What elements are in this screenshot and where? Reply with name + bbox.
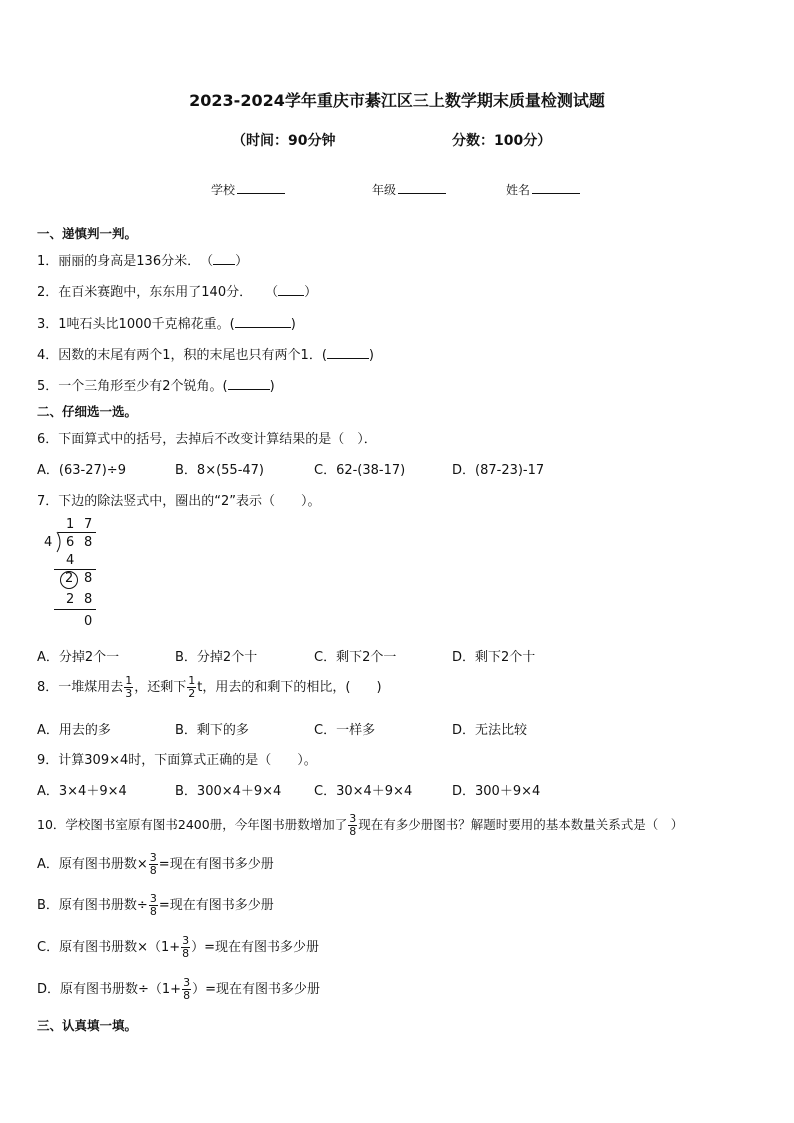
answer-blank-5[interactable] xyxy=(228,377,270,390)
q8-option-d[interactable]: D．无法比较 xyxy=(452,723,528,738)
q7-option-b[interactable]: B．分掉2个十 xyxy=(175,650,258,665)
q8-fraction-2-den: 2 xyxy=(188,687,196,700)
question-2-close: ） xyxy=(304,285,318,300)
school-label: 学校 xyxy=(211,183,236,197)
remainder: 0 xyxy=(84,614,93,629)
q8-fraction-2-num: 1 xyxy=(188,674,196,687)
question-1-close: ） xyxy=(235,254,249,269)
question-4 xyxy=(37,344,374,363)
question-9-stem: 9．计算309×4时，下面算式正确的是（ ）。 xyxy=(37,753,317,768)
q10-c-pre: C．原有图书册数×（1+ xyxy=(37,940,181,955)
q8-option-c[interactable]: C．一样多 xyxy=(314,723,376,738)
q10-b-post: =现在有图书多少册 xyxy=(158,898,274,913)
divisor: 4 xyxy=(44,535,53,550)
subtract-step-2-ones: 8 xyxy=(84,592,93,607)
q8-option-b[interactable]: B．剩下的多 xyxy=(175,723,249,738)
q6-option-c[interactable]: C．62-(38-17) xyxy=(314,463,406,478)
q8-text-pre: 8．一堆煤用去 xyxy=(37,680,124,695)
q7-option-c[interactable]: C．剩下2个一 xyxy=(314,650,397,665)
section-heading-2: 二、仔细选一选。 xyxy=(37,404,138,419)
name-blank[interactable] xyxy=(532,181,580,194)
q10-a-num: 3 xyxy=(149,851,157,864)
question-4-close: ) xyxy=(368,348,374,363)
q10-c-post: ）=现在有图书多少册 xyxy=(191,940,320,955)
q10-a-post: =现在有图书多少册 xyxy=(158,857,274,872)
q10-option-d[interactable] xyxy=(37,977,320,1002)
q10-fraction-num: 3 xyxy=(349,812,357,825)
q10-c-num: 3 xyxy=(182,934,190,947)
q10-b-pre: B．原有图书册数÷ xyxy=(37,898,148,913)
subtract-step-2-tens: 2 xyxy=(66,592,75,607)
circled-digit: 2 xyxy=(65,571,74,586)
q6-option-a[interactable]: A．(63-27)÷9 xyxy=(37,463,126,478)
q10-a-den: 8 xyxy=(149,864,157,877)
question-4-text: 4．因数的末尾有两个1，积的末尾也只有两个1．( xyxy=(37,348,327,363)
q10-a-pre: A．原有图书册数× xyxy=(37,857,148,872)
q10-a-fraction xyxy=(149,852,158,877)
section-heading-3: 三、认真填一填。 xyxy=(37,1018,138,1033)
question-7-stem: 7．下边的除法竖式中，圈出的“2”表示（ ）。 xyxy=(37,494,321,509)
quotient-digit-ones: 7 xyxy=(84,517,93,532)
q6-option-d[interactable]: D．(87-23)-17 xyxy=(452,463,545,478)
answer-blank-2[interactable] xyxy=(278,283,304,296)
q10-d-pre: D．原有图书册数÷（1+ xyxy=(37,982,182,997)
dividend-digit-ones: 8 xyxy=(84,535,93,550)
school-blank[interactable] xyxy=(237,181,285,194)
question-5-close: ) xyxy=(269,379,275,394)
q10-option-c[interactable] xyxy=(37,935,319,960)
q10-d-den: 8 xyxy=(183,989,191,1002)
q8-fraction-1 xyxy=(124,675,133,700)
q6-option-b[interactable]: B．8×(55-47) xyxy=(175,463,265,478)
question-1-text: 1．丽丽的身高是136分米． （ xyxy=(37,254,214,269)
grade-field[interactable] xyxy=(372,181,446,198)
question-5-text: 5．一个三角形至少有2个锐角。( xyxy=(37,379,228,394)
answer-blank-3[interactable] xyxy=(235,315,291,328)
question-3 xyxy=(37,313,296,332)
q10-b-den: 8 xyxy=(149,905,157,918)
grade-blank[interactable] xyxy=(398,181,446,194)
q8-fraction-1-den: 3 xyxy=(125,687,133,700)
q8-option-a[interactable]: A．用去的多 xyxy=(37,723,111,738)
question-10-stem xyxy=(37,813,683,838)
name-label: 姓名 xyxy=(506,183,531,197)
answer-blank-1[interactable] xyxy=(213,252,235,265)
question-6-stem: 6．下面算式中的括号，去掉后不改变计算结果的是（ ）． xyxy=(37,432,377,447)
q10-c-fraction xyxy=(181,935,190,960)
q10-c-den: 8 xyxy=(182,947,190,960)
q10-text-post: 现在有多少册图书？解题时要用的基本数量关系式是（ ） xyxy=(358,817,684,832)
q10-option-b[interactable] xyxy=(37,893,274,918)
question-5 xyxy=(37,375,275,394)
exam-time: （时间：90分钟 xyxy=(232,133,336,149)
subtract-step-1: 4 xyxy=(66,553,75,568)
q9-option-d[interactable]: D．300＋9×4 xyxy=(452,784,541,799)
quotient-digit-tens: 1 xyxy=(66,517,75,532)
q10-option-a[interactable] xyxy=(37,852,274,877)
answer-blank-4[interactable] xyxy=(327,346,369,359)
division-bracket xyxy=(54,531,64,553)
dividend-digit-tens: 6 xyxy=(66,535,75,550)
grade-label: 年级 xyxy=(372,183,397,197)
q8-fraction-1-num: 1 xyxy=(125,674,133,687)
q8-text-post: t，用去的和剩下的相比，( ) xyxy=(197,680,382,695)
question-3-close: ) xyxy=(290,317,296,332)
q9-option-b[interactable]: B．300×4＋9×4 xyxy=(175,784,282,799)
q10-fraction xyxy=(348,813,357,838)
section-heading-1: 一、递慎判一判。 xyxy=(37,226,138,241)
question-2-text: 2．在百米赛跑中，东东用了140分． （ xyxy=(37,285,279,300)
exam-score: 分数：100分） xyxy=(452,133,552,149)
q8-fraction-2 xyxy=(187,675,196,700)
q10-d-num: 3 xyxy=(183,976,191,989)
q10-d-post: ）=现在有图书多少册 xyxy=(192,982,320,997)
q10-fraction-den: 8 xyxy=(349,825,357,838)
question-2 xyxy=(37,281,317,300)
question-3-text: 3．1吨石头比1000千克棉花重。( xyxy=(37,317,235,332)
q7-option-d[interactable]: D．剩下2个十 xyxy=(452,650,536,665)
q9-option-c[interactable]: C．30×4＋9×4 xyxy=(314,784,413,799)
q9-option-a[interactable]: A．3×4＋9×4 xyxy=(37,784,127,799)
question-1 xyxy=(37,250,248,269)
q10-text-pre: 10．学校图书室原有图书2400册，今年图书册数增加了 xyxy=(37,817,348,832)
step-2-digit-ones: 8 xyxy=(84,571,93,586)
q10-d-fraction xyxy=(182,977,191,1002)
page-title: 2023-2024学年重庆市綦江区三上数学期末质量检测试题 xyxy=(189,91,605,110)
question-8-stem xyxy=(37,675,382,700)
school-field[interactable] xyxy=(211,181,285,198)
q8-text-mid: ，还剩下 xyxy=(134,680,187,695)
name-field[interactable] xyxy=(506,181,580,198)
subtract-line-2 xyxy=(54,609,96,610)
q10-b-fraction xyxy=(149,893,158,918)
q7-option-a[interactable]: A．分掉2个一 xyxy=(37,650,120,665)
q10-b-num: 3 xyxy=(149,892,157,905)
